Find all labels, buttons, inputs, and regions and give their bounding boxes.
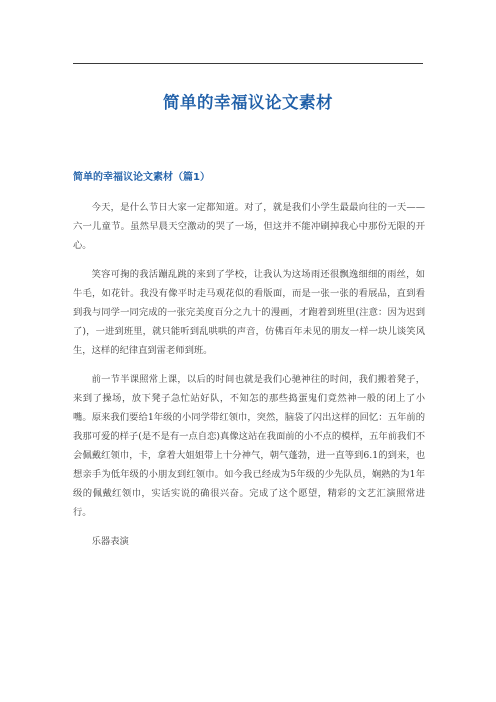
article-body: [73, 198, 425, 561]
paragraph-1: 今天，是什么节日大家一定都知道。对了，就是我们小学生最最向往的一天——六一儿童节。虽然早晨天空激动的哭了一场，但这并不能冲刷掉我心中那份无限的开心。: [73, 202, 425, 251]
paragraph-4: 乐器表演: [91, 536, 129, 547]
header-rule: [73, 63, 423, 64]
document-title: 简单的幸福议论文素材: [163, 93, 333, 112]
section-heading: 简单的幸福议论文素材（篇1）: [73, 172, 210, 183]
paragraph-2: 笑容可掬的我活蹦乱跳的来到了学校，让我认为这场雨还很飘逸细细的雨丝，如牛毛，如花针。我没有像平时走马观花似的看版面，而是一张一张的看展品，直到看到我与同学一同完成的一张完美度百分之九十的漫画，才跑着到班里(注意：因为迟到了)，一进到班里，就只能听到乱哄哄的声音，仿佛百年未见的朋友一样一块儿谈笑风生，这样的纪律直到雷老师到班。: [73, 269, 425, 356]
paragraph-3: 前一节半课照常上课，以后的时间也就是我们心驰神往的时间，我们搬着凳子，来到了操场，放下凳子急忙站好队，不知怎的那些捣蛋鬼们竟然神一般的闭上了小嘴。原来我们要给1年级的小同学带红领巾，突然，脑袋了闪出这样的回忆：五年前的我那可爱的样子(是不是有一点自恋)真像这站在我面前的小不点的模样，五年前我们不会佩戴红领巾，卡，拿着大姐姐带上十分神气，朝气蓬勃，进一直等到6.1的到来，也想亲手为低年级的小朋友到红领巾。如今我已经成为5年级的少先队员，娴熟的为1年级的佩戴红领巾，实话实说的确很兴奋。完成了这个愿望，精彩的文艺汇演照常进行。: [73, 374, 425, 518]
